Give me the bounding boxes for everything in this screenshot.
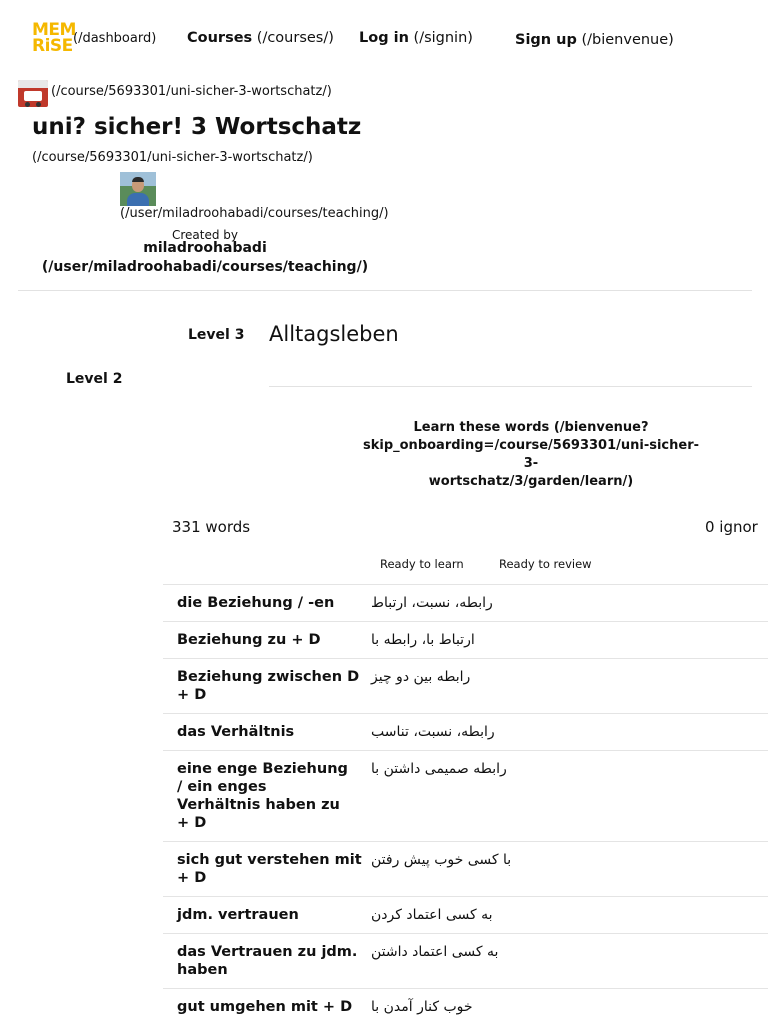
- word-german: Beziehung zwischen D + D: [177, 669, 360, 703]
- login-url: (/signin): [413, 30, 473, 46]
- learn-line-2: skip_onboarding=/course/5693301/uni-sicher-3-: [362, 438, 700, 471]
- courses-label: Courses: [187, 30, 253, 46]
- word-german: jdm. vertrauen: [177, 907, 299, 923]
- table-row: [163, 933, 768, 988]
- table-row: [163, 713, 768, 750]
- learn-line-1: Learn these words (/bienvenue?: [413, 420, 649, 435]
- login-label: Log in: [359, 30, 409, 46]
- words-count: 331 words: [172, 518, 251, 536]
- learn-words-button[interactable]: [358, 419, 704, 491]
- word-german: gut umgehen mit + D: [177, 999, 353, 1015]
- course-thumb-url[interactable]: (/course/5693301/uni-sicher-3-wortschatz/): [51, 84, 332, 99]
- header-divider: [18, 290, 752, 291]
- word-persian: به کسی اعتماد کردن: [371, 907, 493, 923]
- created-by-label: Created by: [172, 228, 239, 242]
- table-row: [163, 584, 768, 621]
- ready-to-review-header: Ready to review: [499, 557, 592, 571]
- creator-name[interactable]: miladroohabadi: [143, 240, 267, 256]
- word-table: [163, 584, 768, 1025]
- logo-line-1: MEM: [32, 20, 76, 40]
- table-row: [163, 621, 768, 658]
- table-row: [163, 896, 768, 933]
- courses-link[interactable]: [187, 30, 334, 46]
- word-german: die Beziehung / -en: [177, 595, 335, 611]
- level-divider: [269, 386, 752, 387]
- table-row: [163, 988, 768, 1025]
- word-persian: با کسی خوب پیش رفتن: [371, 852, 512, 868]
- word-persian: ارتباط با، رابطه با: [371, 632, 475, 648]
- avatar-url[interactable]: (/user/miladroohabadi/courses/teaching/): [120, 206, 389, 221]
- signup-link[interactable]: [515, 32, 674, 48]
- signup-url: (/bienvenue): [581, 32, 674, 48]
- creator-url[interactable]: (/user/miladroohabadi/courses/teaching/): [41, 259, 369, 275]
- ignored-count: 0 ignor: [705, 518, 758, 536]
- word-german: das Vertrauen zu jdm. haben: [177, 944, 358, 978]
- word-german: sich gut verstehen mit + D: [177, 852, 362, 886]
- current-level-label: Level 3: [188, 327, 245, 343]
- signup-label: Sign up: [515, 32, 577, 48]
- prev-level-link[interactable]: Level 2: [66, 371, 123, 387]
- word-german: das Verhältnis: [177, 724, 295, 740]
- logo-line-2: RiSE: [32, 36, 73, 56]
- creator-avatar[interactable]: [120, 172, 156, 206]
- course-title-url[interactable]: (/course/5693301/uni-sicher-3-wortschatz/): [32, 150, 313, 165]
- word-german: Beziehung zu + D: [177, 632, 321, 648]
- table-row: [163, 841, 768, 896]
- level-title: Alltagsleben: [269, 322, 399, 346]
- login-link[interactable]: [359, 30, 473, 46]
- course-thumbnail[interactable]: [18, 80, 48, 107]
- word-persian: به کسی اعتماد داشتن: [371, 944, 499, 960]
- word-persian: رابطه، نسبت، تناسب: [371, 724, 495, 740]
- word-persian: رابطه، نسبت، ارتباط: [371, 595, 493, 611]
- word-persian: خوب کنار آمدن با: [371, 999, 473, 1015]
- dashboard-link[interactable]: (/dashboard): [73, 31, 157, 46]
- courses-url: (/courses/): [256, 30, 334, 46]
- word-german: eine enge Beziehung / ein enges Verhältnis haben zu + D: [177, 761, 348, 831]
- learn-line-3: wortschatz/3/garden/learn/): [428, 474, 634, 489]
- memrise-logo[interactable]: [32, 20, 76, 58]
- ready-to-learn-header: Ready to learn: [380, 557, 464, 571]
- table-row: [163, 658, 768, 713]
- word-persian: رابطه صمیمی داشتن با: [371, 761, 507, 777]
- table-row: [163, 750, 768, 841]
- course-title[interactable]: uni? sicher! 3 Wortschatz: [32, 114, 362, 140]
- word-persian: رابطه بین دو چیز: [371, 669, 471, 685]
